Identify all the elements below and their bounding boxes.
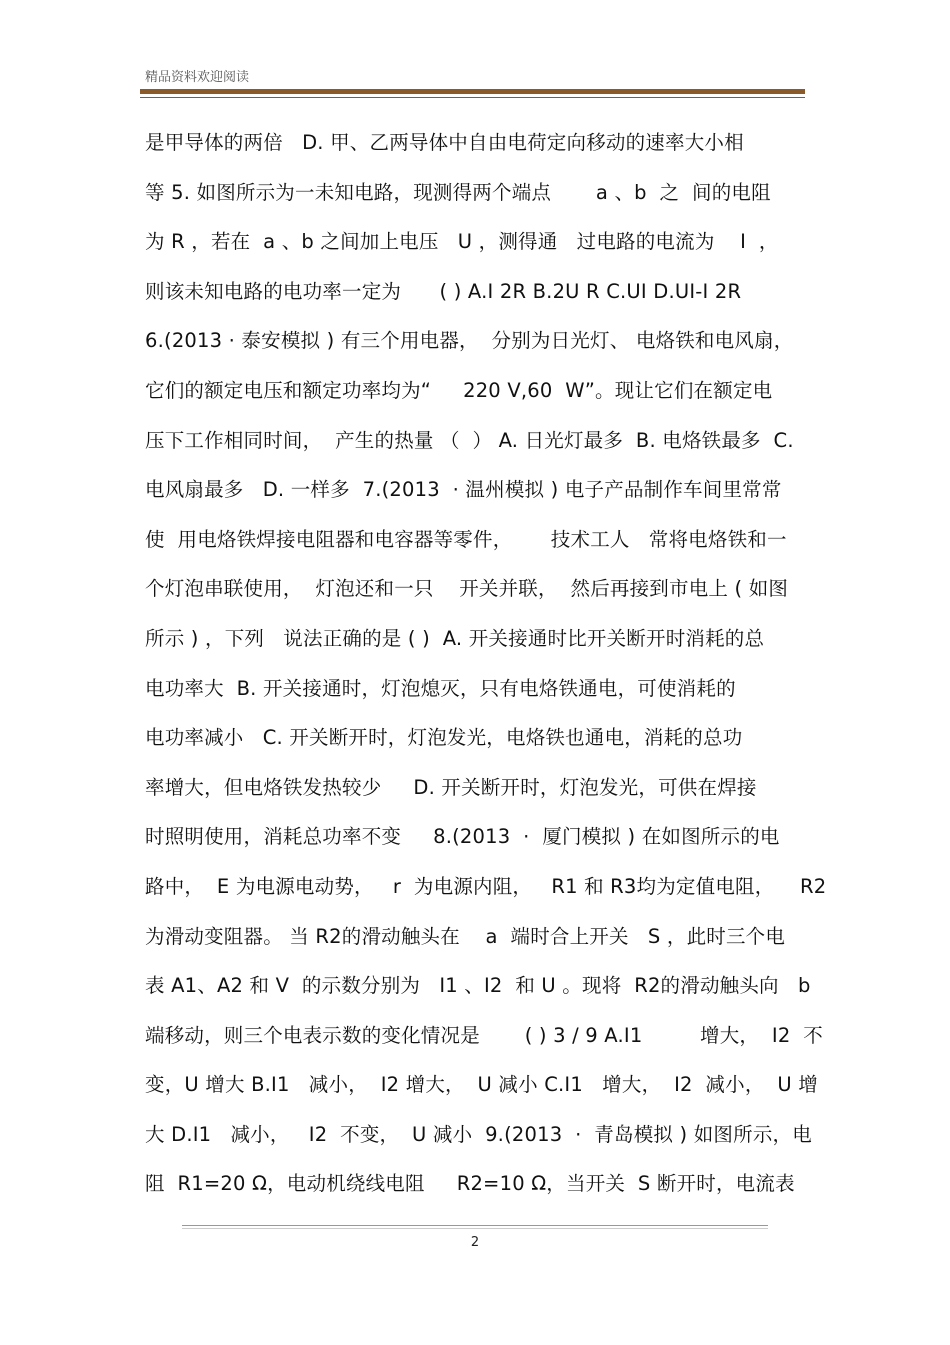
page-number: 2 <box>470 1235 480 1250</box>
text-line: 6.(2013 · 泰安模拟 ) 有三个用电器， 分别为日光灯、 电烙铁和电风扇， <box>145 329 794 353</box>
text-line: 大 D.I1 减小， I2 不变， U 减小 9.(2013 · 青岛模拟 ) 如图所示，电 <box>145 1122 812 1146</box>
text-line: 为滑动变阻器。 当 R2的滑动触头在 a 端时合上开关 S ，此时三个电 <box>145 924 786 948</box>
document-body <box>145 118 827 1209</box>
text-line: 率增大，但电烙铁发热较少 D. 开关断开时，灯泡发光，可供在焊接 <box>145 775 757 799</box>
text-line: 压下工作相同时间， 产生的热量 （ ） A. 日光灯最多 B. 电烙铁最多 C. <box>145 428 794 452</box>
page-header-title: 精品资料欢迎阅读 <box>145 70 250 85</box>
text-line: 所示 ) ，下列 说法正确的是 ( ) A. 开关接通时比开关断开时消耗的总 <box>145 626 765 650</box>
text-line: 个灯泡串联使用， 灯泡还和一只 开关并联， 然后再接到市电上 ( 如图 <box>145 577 789 601</box>
text-line: 电功率减小 C. 开关断开时，灯泡发光，电烙铁也通电，消耗的总功 <box>145 726 743 750</box>
text-line: 电功率大 B. 开关接通时，灯泡熄灭，只有电烙铁通电，可使消耗的 <box>145 676 736 700</box>
text-line: 等 5. 如图所示为一未知电路，现测得两个端点 a 、b 之 间的电阻 <box>145 180 771 204</box>
header-divider <box>140 89 805 94</box>
text-line: 为 R ，若在 a 、b 之间加上电压 U ，测得通 过电路的电流为 I ， <box>145 230 779 254</box>
footer-divider-light <box>182 1228 768 1229</box>
text-line: 时照明使用，消耗总功率不变 8.(2013 · 厦门模拟 ) 在如图所示的电 <box>145 825 780 849</box>
text-line: 端移动，则三个电表示数的变化情况是 ( ) 3 / 9 A.I1 增大， I2 不 <box>145 1023 823 1047</box>
text-line: 变，U 增大 B.I1 减小， I2 增大， U 减小 C.I1 增大， I2 减小， U 增 <box>145 1073 818 1097</box>
text-line: 路中， E 为电源电动势， r 为电源内阻， R1 和 R3均为定值电阻， R2 <box>145 874 827 898</box>
text-line: 阻 R1=20 Ω，电动机绕线电阻 R2=10 Ω，当开关 S 断开时，电流表 <box>145 1172 795 1196</box>
footer-divider <box>182 1225 768 1226</box>
text-line: 它们的额定电压和额定功率均为“ 220 V,60 W”。现让它们在额定电 <box>145 378 773 402</box>
text-line: 表 A1、A2 和 V 的示数分别为 I1 、I2 和 U 。现将 R2的滑动触头向 b <box>145 974 811 998</box>
text-line: 是甲导体的两倍 D. 甲、乙两导体中自由电荷定向移动的速率大小相 <box>145 131 744 154</box>
text-line: 电风扇最多 D. 一样多 7.(2013 · 温州模拟 ) 电子产品制作车间里常常 <box>145 478 782 502</box>
header-divider-thin <box>140 97 805 98</box>
text-line: 则该未知电路的电功率一定为 ( ) A.I 2R B.2U R C.UI D.UI-I 2R <box>145 279 742 303</box>
text-line: 使 用电烙铁焊接电阻器和电容器等零件， 技术工人 常将电烙铁和一 <box>145 527 787 551</box>
